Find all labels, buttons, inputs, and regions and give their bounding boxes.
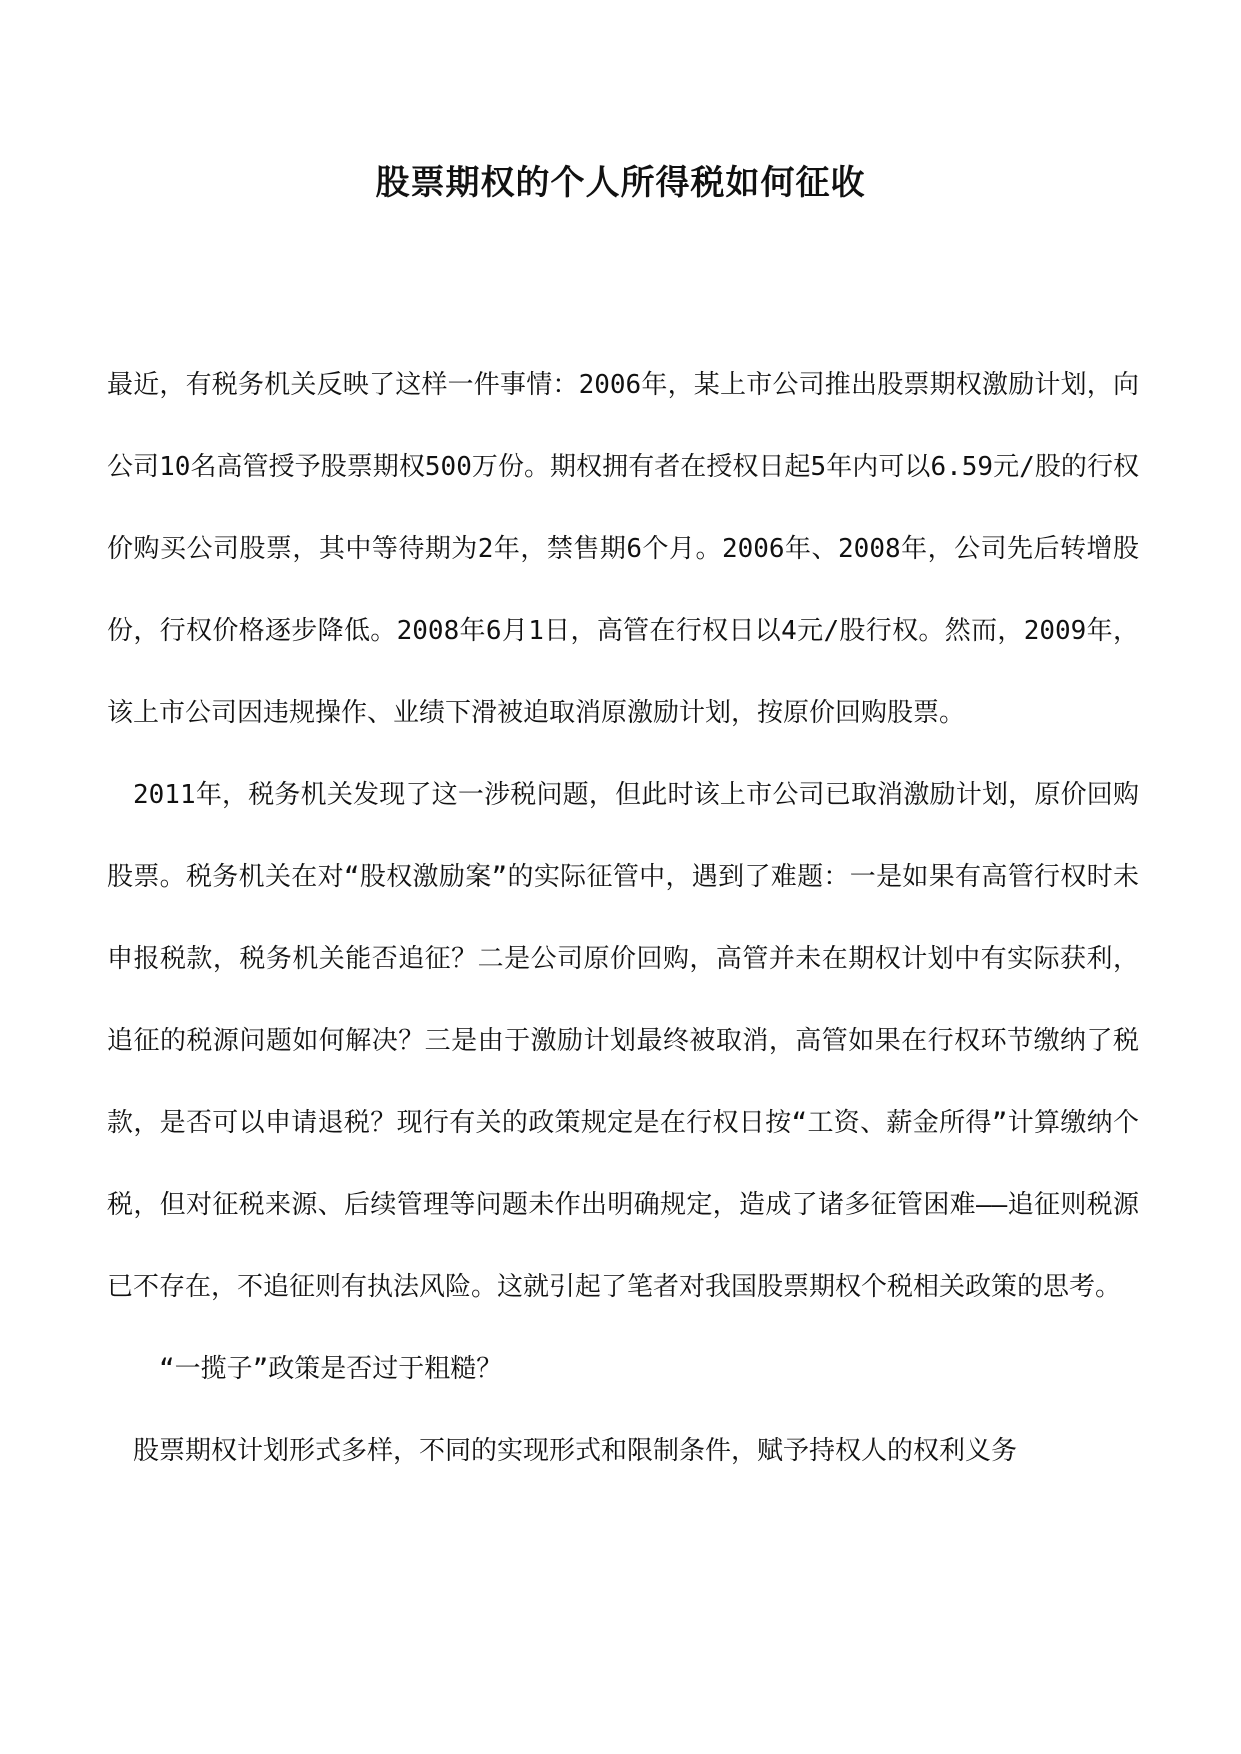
paragraph-case-description: 最近，有税务机关反映了这样一件事情：2006年，某上市公司推出股票期权激励计划，向公司10名高管授予股票期权500万份。期权拥有者在授权日起5年内可以6.59元/股的行权价购买公司股票，其中等待期为2年，禁售期6个月。2006年、2008年，公司先后转增股份，行权价格逐步降低。2008年6月1日，高管在行权日以4元/股行权。然而，2009年，该上市公司因违规操作、业绩下滑被迫取消原激励计划，按原价回购股票。 — [107, 370, 1140, 728]
section-heading: “一揽子”政策是否过于粗糙？ — [159, 1354, 503, 1384]
paragraph-tax-issue: 2011年，税务机关发现了这一涉税问题，但此时该上市公司已取消激励计划，原价回购股票。税务机关在对“股权激励案”的实际征管中，遇到了难题：一是如果有高管行权时未申报税款，税务机关能否追征？二是公司原价回购，高管并未在期权计划中有实际获利，追征的税源问题如何解决？三是由于激励计划最终被取消，高管如果在行权环节缴纳了税款，是否可以申请退税？现行有关的政策规定是在行权日按“工资、薪金所得”计算缴纳个税，但对征税来源、后续管理等问题未作出明确规定，造成了诸多征管困难——追征则税源已不存在，不追征则有执法风险。这就引起了笔者对我国股票期权个税相关政策的思考。 — [107, 780, 1139, 1302]
paragraph-stock-option-forms: 股票期权计划形式多样，不同的实现形式和限制条件，赋予持权人的权利义务 — [133, 1436, 1018, 1466]
document-title: 股票期权的个人所得税如何征收 — [375, 163, 866, 203]
document-body — [107, 344, 1139, 1492]
